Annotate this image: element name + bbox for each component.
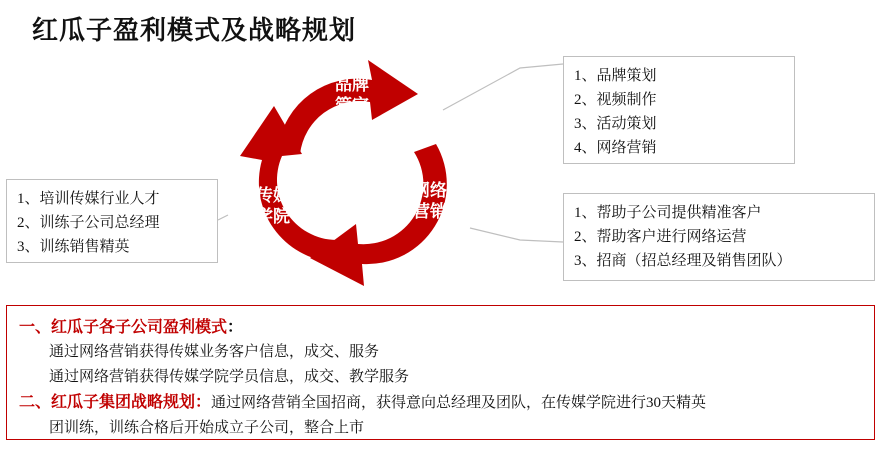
cycle-diagram <box>222 52 482 302</box>
callout-line: 3、训练销售精英 <box>17 239 130 255</box>
cycle-label-media-line2: 学院 <box>256 207 290 226</box>
cycle-label-brand-line1: 品牌 <box>335 75 369 94</box>
note-1-heading <box>19 315 862 340</box>
cycle-label-media-line1: 传媒 <box>256 186 290 205</box>
cycle-segment-brand <box>278 60 418 154</box>
callout-line: 2、帮助客户进行网络运营 <box>574 229 747 245</box>
cycle-label-network-line1: 网络 <box>413 181 447 200</box>
note-1-heading-colon: ： <box>227 319 244 336</box>
callout-line: 3、活动策划 <box>574 116 657 132</box>
callout-line: 1、培训传媒行业人才 <box>17 191 160 207</box>
callout-network-marketing <box>563 193 875 281</box>
note-2-heading <box>19 390 862 416</box>
note-2-inline-text: 通过网络营销全国招商，获得意向总经理及团队，在传媒学院进行30天精英 <box>211 395 707 411</box>
callout-line: 4、网络营销 <box>574 140 657 156</box>
note-2-body-line-2: 团训练，训练合格后开始成立子公司，整合上市 <box>49 420 365 436</box>
callout-line: 1、品牌策划 <box>574 68 657 84</box>
note-1-heading-text: 一、红瓜子各子公司盈利模式 <box>19 319 228 336</box>
cycle-segment-network <box>310 144 447 286</box>
page-title: 红瓜子盈利模式及战略规划 <box>32 16 357 45</box>
callout-line: 2、视频制作 <box>574 92 657 108</box>
note-1-body-line-1: 通过网络营销获得传媒业务客户信息，成交、服务 <box>49 344 380 360</box>
cycle-svg <box>222 52 482 302</box>
callout-media-academy <box>6 179 218 263</box>
callout-line: 1、帮助子公司提供精准客户 <box>574 205 762 221</box>
callout-line: 3、招商（招总经理及销售团队） <box>574 253 792 269</box>
callout-brand-services <box>563 56 795 164</box>
callout-line: 2、训练子公司总经理 <box>17 215 160 231</box>
note-2-heading-text: 二、红瓜子集团战略规划： <box>19 394 212 411</box>
cycle-label-network-line2: 营销 <box>413 202 447 221</box>
notes-panel <box>6 305 875 440</box>
cycle-label-brand-line2: 管家 <box>335 96 369 115</box>
note-1-body-line-2: 通过网络营销获得传媒学院学员信息，成交、教学服务 <box>49 369 410 385</box>
